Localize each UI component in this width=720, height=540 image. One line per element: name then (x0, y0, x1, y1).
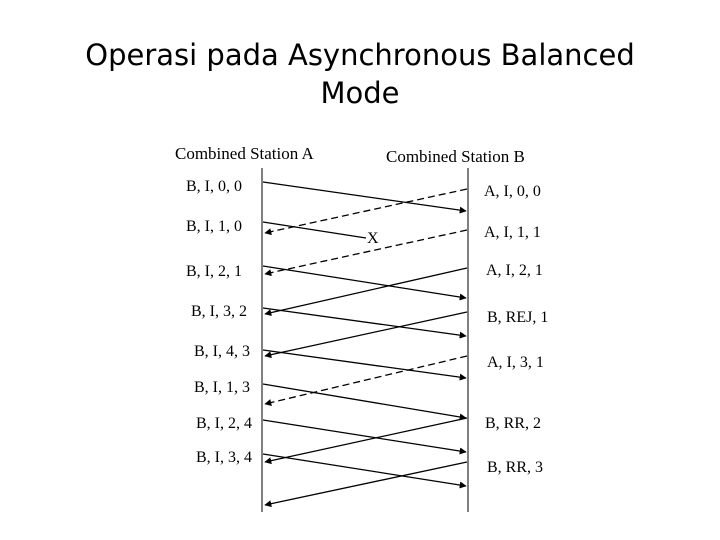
station-b-label: B, RR, 2 (485, 415, 542, 432)
frame-arrow-a-to-b (263, 266, 466, 298)
frame-arrow-a-to-b (263, 308, 466, 336)
frame-arrow-a-to-b (263, 350, 466, 378)
station-a-label: B, I, 2, 1 (186, 263, 242, 280)
frames-b-to-a (265, 189, 467, 505)
station-b-label: A, I, 0, 0 (484, 183, 541, 200)
station-b-header: Combined Station B (386, 147, 525, 166)
frame-arrow-b-to-a (265, 268, 467, 314)
station-a-label: B, I, 2, 4 (196, 415, 252, 432)
frame-arrow-a-to-b (263, 454, 466, 486)
frame-arrow-b-to-a (265, 230, 467, 274)
station-a-label: B, I, 1, 0 (186, 218, 242, 235)
frame-arrow-a-to-b (263, 384, 466, 418)
station-a-label: B, I, 3, 2 (191, 303, 247, 320)
station-a-header: Combined Station A (175, 144, 314, 163)
lost-frame-marker: X (367, 230, 379, 247)
frame-arrow-b-to-a (265, 312, 467, 356)
station-b-label: A, I, 1, 1 (484, 224, 541, 241)
frame-arrow-b-to-a (265, 356, 467, 404)
station-a-label: B, I, 4, 3 (194, 343, 250, 360)
title-line-1: Operasi pada Asynchronous Balanced (85, 38, 635, 72)
station-b-label: B, RR, 3 (487, 459, 544, 476)
station-a-label: B, I, 3, 4 (196, 449, 252, 466)
station-a-label: B, I, 1, 3 (194, 379, 250, 396)
station-a-label: B, I, 0, 0 (186, 178, 242, 195)
frame-arrow-a-to-b (263, 182, 466, 211)
frame-arrow-b-to-a (265, 462, 467, 505)
station-b-label: A, I, 2, 1 (486, 262, 543, 279)
station-b-label: B, REJ, 1 (487, 309, 549, 326)
station-b-label: A, I, 3, 1 (487, 354, 544, 371)
title-line-2: Mode (320, 76, 400, 110)
